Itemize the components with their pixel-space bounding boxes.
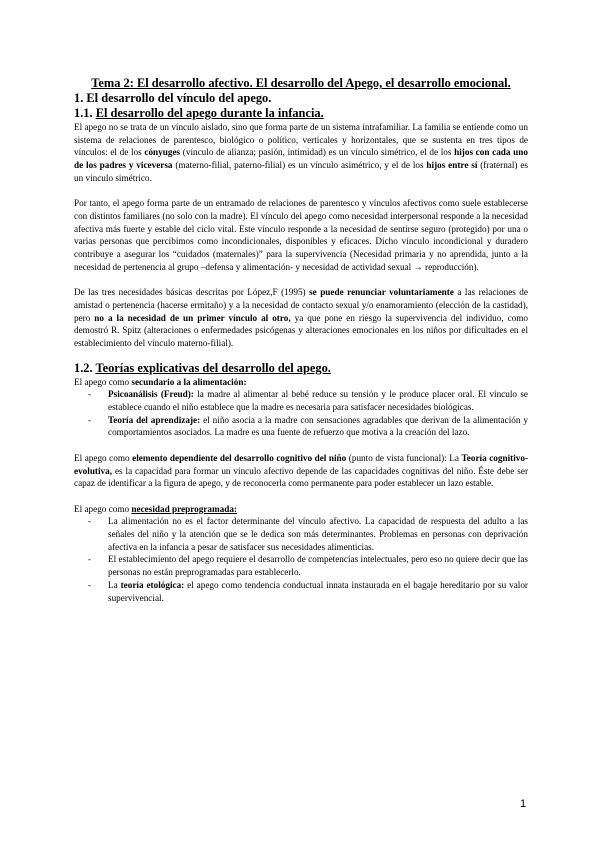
list-item: - El establecimiento del apego requiere el desarrollo de competencias intelectuales, pero eso no quiere decir que las personas no están preprogramadas para establecerlo. xyxy=(74,553,528,578)
paragraph-family-system: El apego no se trata de un vínculo aislado, sino que forma parte de un sistema intrafamiliar. La familia se entiende como un sistema de relaciones de parentesco, biológico o político, verticales y horizontales, que se sustenta en tres tipos de vínculos: el de los cónyuges (vínculo de alianza; pasión, intimidad) es un vínculo simétrico, el de los hijos con cada uno de los padres y viceversa (materno-filial, paterno-filial) es un vínculo asimétrico, y el de los hijos entre sí (fraternal) es un vínculo simétrico. xyxy=(74,122,528,183)
list-item: - Teoría del aprendizaje: el niño asocia a la madre con sensaciones agradables que derivan de la alimentación y comportamientos asociados. La madre es una fuente de refuerzo que motiva a la creación del lazo. xyxy=(74,414,528,439)
subsection-number: 1.2. xyxy=(74,360,93,375)
paragraph-cognitive-theory: El apego como elemento dependiente del desarrollo cognitivo del niño (punto de vista funcional): La Teoría cognitivo-evolutiva, es la capacidad para formar un vínculo afectivo depende de las capacidades cognitivas del niño. Éste debe ser capaz de identificar a la figura de apego, y de reconocerla como permanente para poder establecer un lazo estable. xyxy=(74,452,529,489)
document-title: Tema 2: El desarrollo afectivo. El desarrollo del Apego, el desarrollo emocional. xyxy=(91,76,511,90)
subsection-heading xyxy=(74,106,528,121)
section-heading: 1. El desarrollo del vínculo del apego. xyxy=(74,91,272,105)
page-content xyxy=(74,76,528,604)
theory-list-preprogrammed xyxy=(74,515,528,604)
theory-intro-feeding: El apego como secundario a la alimentación: xyxy=(74,376,247,387)
paragraph-basic-needs: De las tres necesidades básicas descritas por López,F (1995) se puede renunciar voluntariamente a las relaciones de amistad o pertenencia (hacerse ermitaño) y a la necesidad de contacto sexual y/o enamoramiento (elección de la castidad), pero no a la necesidad de un primer vínculo al otro, ya que pone en riesgo la supervivencia del individuo, como demostró R. Spitz (alteraciones o enfermedades psicógenas y alteraciones emocionales en los niños por dificultades en el establecimiento del vínculo materno-filial). xyxy=(74,287,528,348)
subsection-title: Teorías explicativas del desarrollo del apego. xyxy=(95,360,331,375)
subsection-number: 1.1. xyxy=(74,106,93,120)
subsection-title: El desarrollo del apego durante la infancia. xyxy=(95,106,324,120)
subsection-heading-theories xyxy=(74,361,528,376)
list-item: - Psicoanálisis (Freud): la madre al alimentar al bebé reduce su tensión y le produce placer oral. El vínculo se establece cuando el niño establece que la madre es necesaria para satisfacer necesidades biológicas. xyxy=(74,388,528,413)
list-item: - La teoría etológica: el apego como tendencia conductual innata instaurada en el bagaje hereditario por su valor supervivencial. xyxy=(74,579,528,604)
paragraph-attachment-need: Por tanto, el apego forma parte de un entramado de relaciones de parentesco y vínculos afectivos como suele establecerse con distintos familiares (no solo con la madre). El vínculo del apego como necesidad interpersonal responde a la necesidad afectiva más fuerte y estable del ciclo vital. Este vínculo responde a la necesidad de sentirse seguro (protegido) por una o varias personas que percibimos como incondicionales, disponibles y eficaces. Dicho vínculo incondicional y duradero contribuye a asegurar los “cuidados (maternales)” para la supervivencia (Necesidad primaria y no aprendida, junto a la necesidad de pertenencia al grupo –defensa y alimentación- y necesidad de actividad sexual → reproducción). xyxy=(74,198,528,272)
theory-list-feeding xyxy=(74,388,528,439)
theory-intro-preprogrammed: El apego como necesidad preprogramada: xyxy=(74,503,237,514)
list-item: - La alimentación no es el factor determinante del vínculo afectivo. La capacidad de respuesta del adulto a las señales del niño y la atención que se le dedica son más determinantes. Problemas en personas con deprivación afectiva en la infancia a pesar de satisfacer sus necesidades alimenticias. xyxy=(74,515,528,553)
page-number: 1 xyxy=(520,798,527,810)
